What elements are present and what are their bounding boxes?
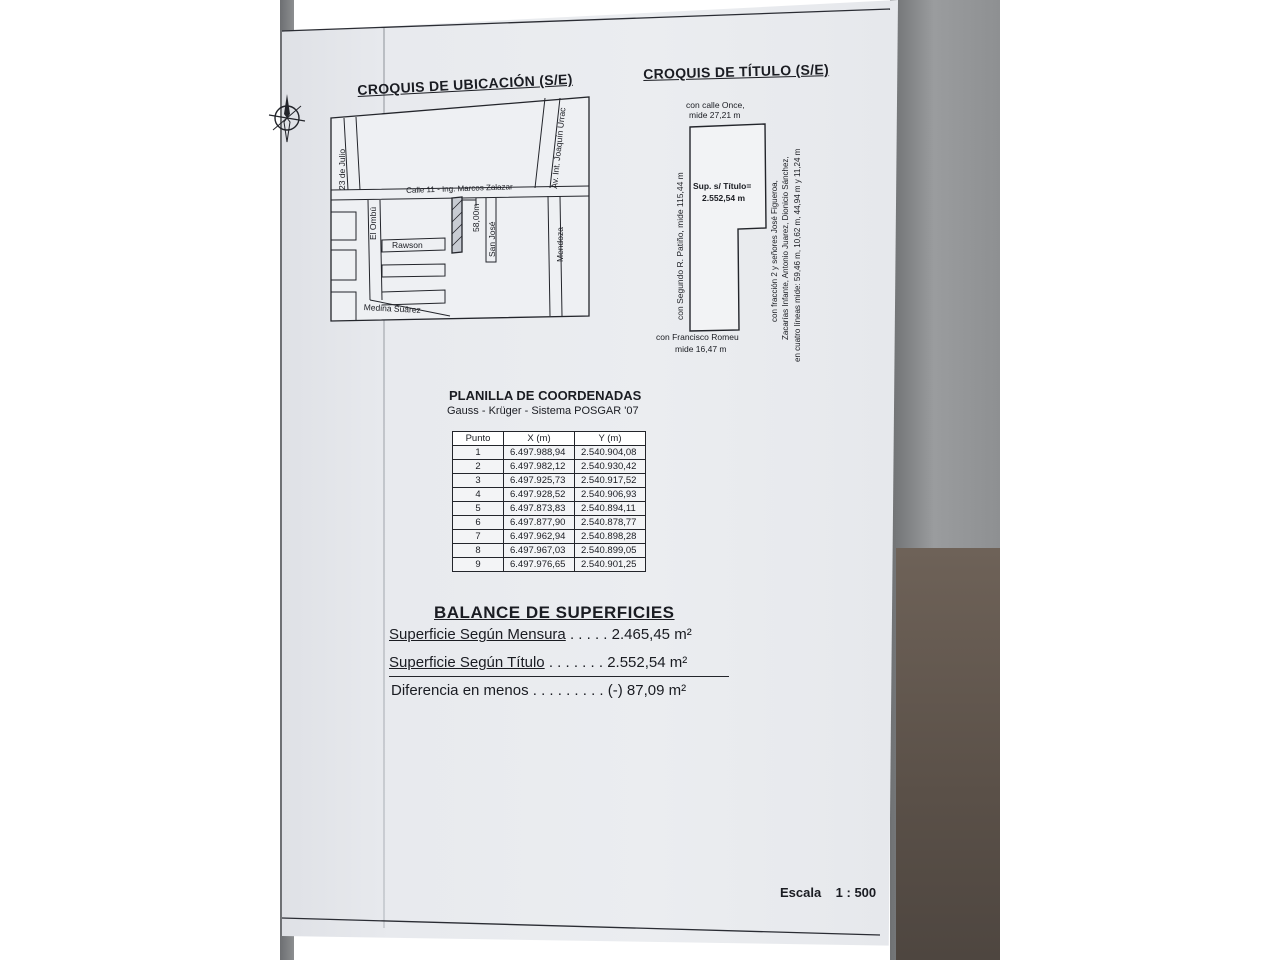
distance-label: 58,00m: [471, 203, 481, 232]
title-bottom-line1: con Francisco Romeu: [656, 332, 739, 342]
frame-top-line: [282, 9, 890, 31]
cell-x: 6.497.967,03: [504, 544, 575, 558]
title-top-line1: con calle Once,: [686, 100, 745, 110]
street-rawson: Rawson: [392, 240, 423, 250]
coordinates-table: [452, 431, 646, 572]
balance-row-mensura: [389, 626, 692, 643]
title-right-line1: con fracción 2 y señores José Figueroa,: [770, 180, 779, 322]
cell-y: 2.540.878,77: [575, 516, 646, 530]
title-sketch-title: CROQUIS DE TÍTULO (S/E): [643, 61, 830, 82]
header-x: X (m): [504, 432, 575, 446]
table-row: [453, 544, 646, 558]
cell-y: 2.540.899,05: [575, 544, 646, 558]
table-row: [453, 446, 646, 460]
scale-note: [780, 885, 876, 900]
title-top-line2: mide 27,21 m: [689, 110, 741, 120]
street-el-ombu: El Ombú: [368, 206, 378, 240]
cell-x: 6.497.976,65: [504, 558, 575, 572]
cell-punto: 1: [453, 446, 504, 460]
title-left-side: con Segundo R. Patiño, mide 115,44 m: [675, 172, 685, 320]
cell-y: 2.540.917,52: [575, 474, 646, 488]
cell-x: 6.497.925,73: [504, 474, 575, 488]
cell-x: 6.497.877,90: [504, 516, 575, 530]
coordinates-subtitle: Gauss - Krüger - Sistema POSGAR '07: [447, 405, 639, 417]
cell-punto: 3: [453, 474, 504, 488]
mensura-value: 2.465,45 m²: [611, 626, 692, 643]
diferencia-dots: . . . . . . . . .: [532, 682, 604, 699]
cell-x: 6.497.962,94: [504, 530, 575, 544]
cell-punto: 5: [453, 502, 504, 516]
titulo-label: Superficie Según Título: [389, 654, 545, 671]
table-row: [453, 474, 646, 488]
table-row: [453, 460, 646, 474]
cell-punto: 6: [453, 516, 504, 530]
cell-x: 6.497.928,52: [504, 488, 575, 502]
street-calle-11: Calle 11 - Ing. Marcos Zalazar: [406, 182, 513, 195]
title-surface-label: Sup. s/ Título=: [693, 181, 752, 191]
balance-title: BALANCE DE SUPERFICIES: [434, 603, 675, 622]
table-row: [453, 488, 646, 502]
compass-icon: [269, 94, 305, 142]
coordinates-title: PLANILLA DE COORDENADAS: [449, 388, 642, 403]
title-right-line2: Zacarías Infante, Antonio Juarez, Dionicio Sánchez,: [781, 156, 790, 340]
table-row: [453, 502, 646, 516]
diferencia-value: (-) 87,09 m²: [607, 682, 687, 699]
cell-y: 2.540.906,93: [575, 488, 646, 502]
cell-x: 6.497.988,94: [504, 446, 575, 460]
cell-punto: 2: [453, 460, 504, 474]
table-row: [453, 516, 646, 530]
street-medina-suarez: Medina Suárez: [363, 302, 422, 315]
diferencia-label: Diferencia en menos: [391, 682, 529, 699]
cell-y: 2.540.904,08: [575, 446, 646, 460]
balance-row-titulo: [389, 654, 687, 671]
table-row: [453, 558, 646, 572]
cell-y: 2.540.898,28: [575, 530, 646, 544]
balance-divider: [389, 676, 729, 677]
cell-punto: 4: [453, 488, 504, 502]
titulo-dots: . . . . . . .: [548, 654, 604, 671]
mensura-dots: . . . . .: [569, 626, 608, 643]
cell-x: 6.497.982,12: [504, 460, 575, 474]
cell-y: 2.540.894,11: [575, 502, 646, 516]
table-row: [453, 530, 646, 544]
title-right-line3: en cuatro líneas mide: 59,46 m, 10,62 m, 44,94 m y 11,24 m: [793, 148, 802, 362]
scale-value: 1 : 500: [835, 885, 877, 900]
title-surface-value: 2.552,54 m: [702, 193, 746, 203]
mensura-label: Superficie Según Mensura: [389, 626, 566, 643]
cell-punto: 7: [453, 530, 504, 544]
cell-y: 2.540.901,25: [575, 558, 646, 572]
cell-punto: 8: [453, 544, 504, 558]
street-23-de-julio: 23 de Julio: [337, 148, 347, 190]
frame-bottom-line: [282, 918, 880, 935]
scale-label: Escala: [780, 885, 822, 900]
cell-x: 6.497.873,83: [504, 502, 575, 516]
title-bottom-line2: mide 16,47 m: [675, 344, 727, 354]
cell-punto: 9: [453, 558, 504, 572]
street-san-jose: San José: [487, 221, 497, 257]
header-y: Y (m): [575, 432, 646, 446]
street-av-urrac: Av. Int. Joaquín Urrac: [549, 107, 568, 190]
table-header-row: [453, 432, 646, 446]
street-mendoza: Mendoza: [555, 227, 565, 262]
balance-row-diferencia: [391, 682, 686, 699]
cell-y: 2.540.930,42: [575, 460, 646, 474]
titulo-value: 2.552,54 m²: [607, 654, 688, 671]
location-sketch-title: CROQUIS DE UBICACIÓN (S/E): [357, 70, 574, 98]
title-sketch-parcel: [690, 124, 766, 331]
header-punto: Punto: [453, 432, 504, 446]
